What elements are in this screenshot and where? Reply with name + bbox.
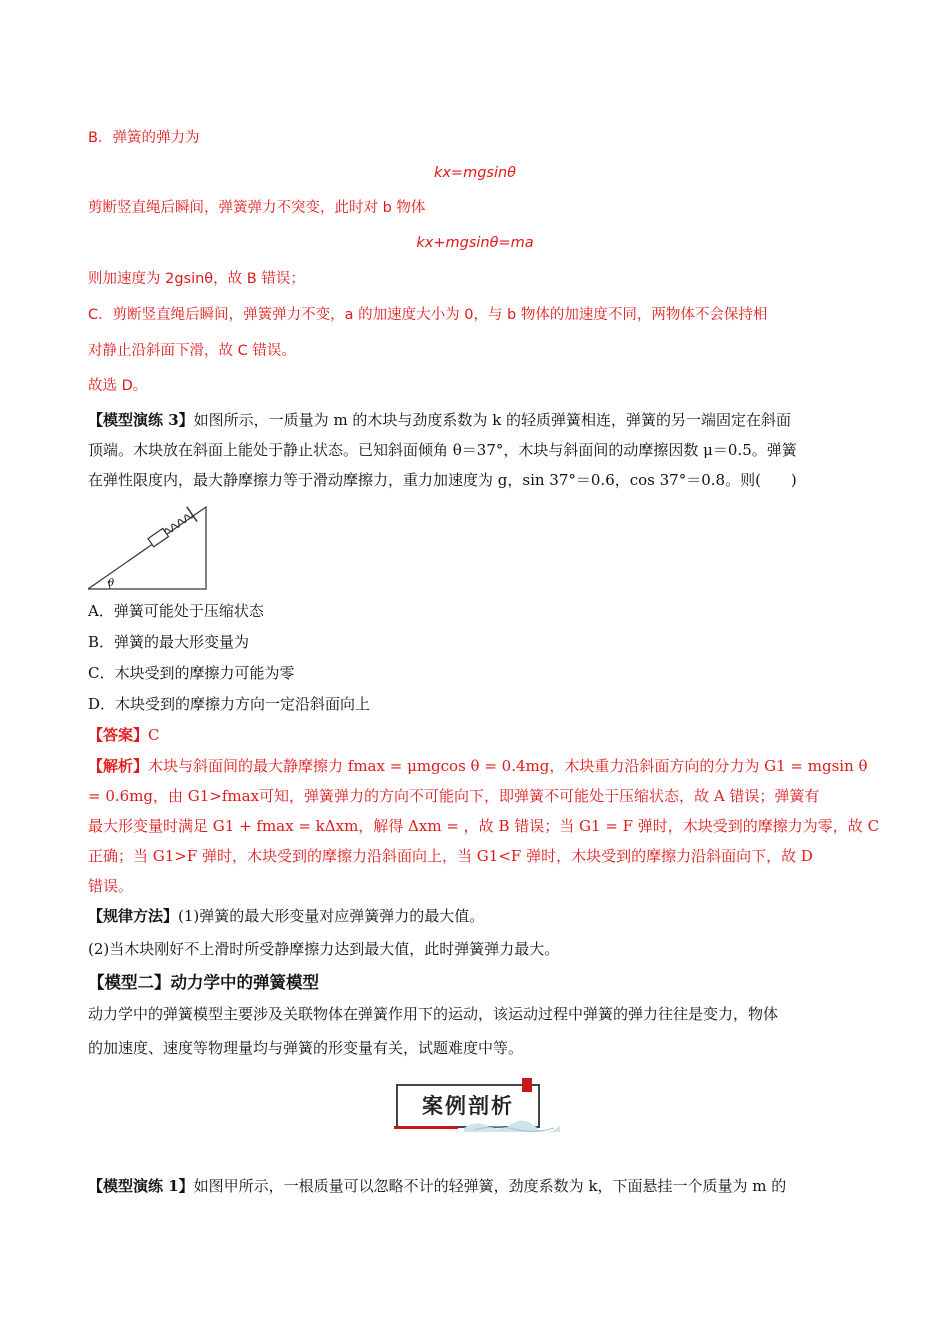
banner-title: 案例剖析	[396, 1084, 540, 1128]
intro-line-2: 的加速度、速度等物理量均与弹簧的形变量有关，试题难度中等。	[88, 1039, 524, 1057]
choose-line: 故选 D。	[88, 378, 148, 394]
answer-value: C	[148, 726, 160, 744]
drill3-tag: 【模型演练 3】	[88, 411, 194, 429]
analysis-line-1	[88, 755, 868, 777]
section-heading: 【模型二】动力学中的弹簧模型	[88, 973, 319, 992]
equation-1: kx=mgsinθ	[433, 165, 517, 181]
drill1-line	[88, 1175, 864, 1197]
cut-note: 剪断竖直绳后瞬间，弹簧弹力不突变，此时对 b 物体	[88, 200, 426, 216]
analysis-tag: 【解析】	[88, 757, 149, 775]
method-text-1: (1)弹簧的最大形变量对应弹簧弹力的最大值。	[178, 907, 485, 925]
option-a: A．弹簧可能处于压缩状态	[88, 602, 264, 620]
option-d: D．木块受到的摩擦力方向一定沿斜面向上	[88, 695, 371, 713]
spring-coil	[164, 512, 194, 535]
angle-label: θ	[108, 578, 115, 589]
drill3-text-1: 如图所示，一质量为 m 的木块与劲度系数为 k 的轻质弹簧相连，弹簧的另一端固定在斜面	[193, 411, 792, 429]
analysis-text-1: 木块与斜面间的最大静摩擦力 fmax = μmgcos θ = 0.4mg，木块重力沿斜面方向的分力为 G1 = mgsin θ	[148, 757, 868, 775]
intro-line-1: 动力学中的弹簧模型主要涉及关联物体在弹簧作用下的运动，该运动过程中弹簧的弹力往往是变力，物体	[88, 1005, 779, 1023]
incline-spring-figure	[88, 505, 212, 593]
analysis-line-2: = 0.6mg，由 G1>fmax可知，弹簧弹力的方向不可能向下，即弹簧不可能处于压缩状态，故 A 错误；弹簧有	[88, 787, 820, 805]
drill1-tag: 【模型演练 1】	[88, 1177, 194, 1195]
drill3-line-1	[88, 409, 864, 431]
method-line-1	[88, 905, 864, 927]
acceleration-note: 则加速度为 2gsinθ，故 B 错误；	[88, 271, 305, 287]
answer-line	[88, 724, 864, 746]
option-c: C．木块受到的摩擦力可能为零	[88, 664, 295, 682]
incline-triangle	[88, 507, 206, 589]
case-analysis-banner	[394, 1078, 562, 1134]
option-c-line-2: 对静止沿斜面下滑，故 C 错误。	[88, 343, 296, 359]
equation-2: kx+mgsinθ=ma	[416, 235, 534, 251]
drill1-text: 如图甲所示，一根质量可以忽略不计的轻弹簧，劲度系数为 k，下面悬挂一个质量为 m 的	[193, 1177, 787, 1195]
option-c-line-1: C．剪断竖直绳后瞬间，弹簧弹力不变，a 的加速度大小为 0，与 b 物体的加速度不同，两物体不会保持相	[88, 307, 768, 323]
drill3-line-2: 顶端。木块放在斜面上能处于静止状态。已知斜面倾角 θ＝37°，木块与斜面间的动摩擦因数 μ＝0.5。弹簧	[88, 441, 797, 459]
option-b-line: B．弹簧的弹力为	[88, 130, 200, 146]
banner-wave-icon	[464, 1118, 560, 1132]
analysis-line-4: 正确；当 G1>F 弹时，木块受到的摩擦力沿斜面向上，当 G1<F 弹时，木块受到的摩擦力沿斜面向下，故 D	[88, 847, 813, 865]
method-line-2: (2)当木块刚好不上滑时所受静摩擦力达到最大值，此时弹簧弹力最大。	[88, 940, 560, 958]
option-b: B．弹簧的最大形变量为	[88, 633, 250, 651]
analysis-line-5: 错误。	[88, 877, 134, 895]
answer-tag: 【答案】	[88, 726, 149, 744]
analysis-line-3: 最大形变量时满足 G1 + fmax = kΔxm，解得 Δxm = ，故 B 错误；当 G1 = F 弹时，木块受到的摩擦力为零，故 C	[88, 817, 880, 835]
banner-red-accent	[522, 1078, 532, 1092]
banner-underline	[394, 1126, 458, 1129]
drill3-line-3: 在弹性限度内，最大静摩擦力等于滑动摩擦力，重力加速度为 g，sin 37°＝0.6，cos 37°＝0.8。则( )	[88, 471, 797, 489]
method-tag: 【规律方法】	[88, 907, 179, 925]
